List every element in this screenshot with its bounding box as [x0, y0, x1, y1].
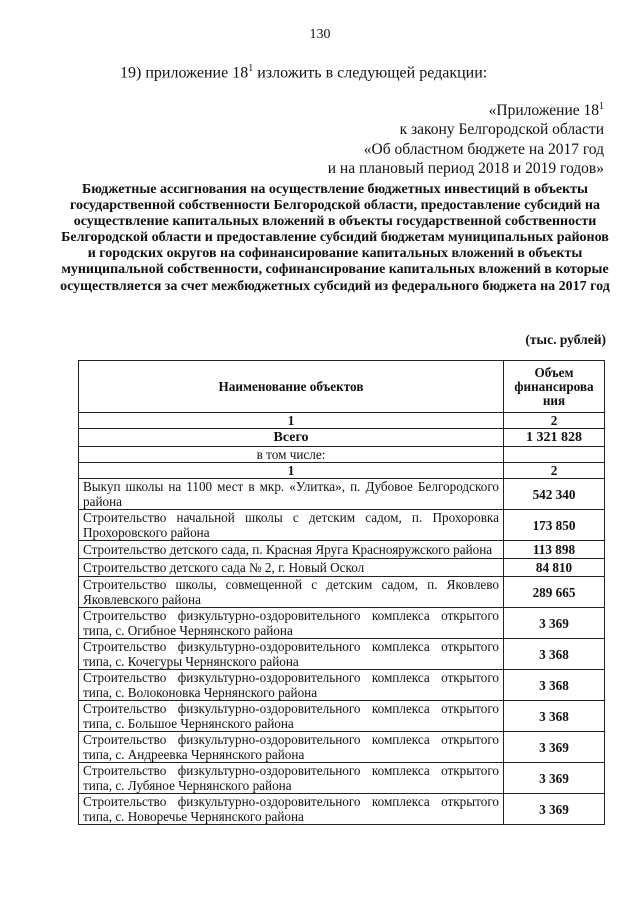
object-name: Строительство школы, совмещенной с детским садом, п. Яковлево Яковлевского района	[79, 577, 504, 608]
col-number: 1	[79, 413, 504, 429]
table-row	[79, 577, 605, 608]
annex-header	[328, 97, 604, 178]
intro-sup: 1	[248, 63, 254, 74]
object-value: 3 369	[504, 608, 605, 639]
intro-line	[120, 63, 487, 82]
table-row	[79, 559, 605, 577]
col-number: 2	[504, 463, 605, 479]
object-name: Строительство начальной школы с детским садом, п. Прохоровка Прохоровского района	[79, 510, 504, 541]
annex-line-1: «Приложение $18^1$	[488, 101, 604, 120]
object-value: 3 368	[504, 701, 605, 732]
table-row	[79, 670, 605, 701]
budget-table	[78, 360, 605, 825]
column-number-row	[79, 463, 605, 479]
col-number: 1	[79, 463, 504, 479]
table-row	[79, 639, 605, 670]
table-row	[79, 510, 605, 541]
object-value: 84 810	[504, 559, 605, 577]
column-number-row	[79, 413, 605, 429]
object-value: 3 369	[504, 763, 605, 794]
object-value: 3 368	[504, 670, 605, 701]
intro-text: 19) приложение 18	[120, 64, 249, 82]
object-name: Строительство физкультурно-оздоровительного комплекса открытого типа, с. Новоречье Чернянского района	[79, 794, 504, 825]
object-name: Строительство физкультурно-оздоровительного комплекса открытого типа, с. Огибное Чернянского района	[79, 608, 504, 639]
table-header-row	[79, 361, 605, 413]
table-row	[79, 794, 605, 825]
object-name: Строительство детского сада № 2, г. Новый Оскол	[79, 559, 504, 577]
table-row	[79, 608, 605, 639]
including-row	[79, 447, 605, 463]
object-value: 542 340	[504, 479, 605, 510]
table-row	[79, 732, 605, 763]
object-value: 113 898	[504, 541, 605, 559]
object-value: 3 369	[504, 794, 605, 825]
object-name: Строительство физкультурно-оздоровительного комплекса открытого типа, с. Волоконовка Чернянского района	[79, 670, 504, 701]
document-title: Бюджетные ассигнования на осуществление бюджетных инвестиций в объекты государственной собственности Белгородской области, предоставление субсидий на осуществление капитальных вложений в объекты государственной собственности Белгородской области и предоставление субсидий бюджетам муниципальных районов и городских округов на софинансирование капитальных вложений в объекты муниципальной собственности, софинансирование капитальных вложений в которые осуществляется за счет межбюджетных субсидий из федерального бюджета на 2017 год	[60, 182, 610, 294]
table-row	[79, 479, 605, 510]
object-name: Строительство физкультурно-оздоровительного комплекса открытого типа, с. Андреевка Чернянского района	[79, 732, 504, 763]
page-number: 130	[309, 27, 331, 42]
total-label: Всего	[79, 429, 504, 447]
col1-header: Наименование объектов	[79, 361, 504, 413]
object-name: Строительство физкультурно-оздоровительного комплекса открытого типа, с. Кочегуры Чернянского района	[79, 639, 504, 670]
table-row	[79, 763, 605, 794]
total-value: 1 321 828	[504, 429, 605, 447]
total-row	[79, 429, 605, 447]
col-number: 2	[504, 413, 605, 429]
table-row	[79, 541, 605, 559]
object-name: Выкуп школы на 1100 мест в мкр. «Улитка», п. Дубовое Белгородского района	[79, 479, 504, 510]
table-row	[79, 701, 605, 732]
annex-line-2: к закону Белгородской области	[399, 121, 604, 139]
object-name: Строительство физкультурно-оздоровительного комплекса открытого типа, с. Лубяное Чернянского района	[79, 763, 504, 794]
object-name: Строительство физкультурно-оздоровительного комплекса открытого типа, с. Большое Чернянского района	[79, 701, 504, 732]
including-label: в том числе:	[79, 447, 504, 463]
object-value: 173 850	[504, 510, 605, 541]
units-label: (тыс. рублей)	[525, 332, 606, 347]
object-name: Строительство детского сада, п. Красная Яруга Краснояружского района	[79, 541, 504, 559]
intro-text-end: изложить в следующей редакции:	[253, 64, 488, 82]
object-value: 3 368	[504, 639, 605, 670]
object-value: 289 665	[504, 577, 605, 608]
col2-header: Объем финансирова ния	[504, 361, 605, 413]
object-value: 3 369	[504, 732, 605, 763]
annex-line-3: «Об областном бюджете на 2017 год	[363, 140, 604, 158]
annex-line-4: и на плановый период 2018 и 2019 годов»	[327, 160, 604, 178]
